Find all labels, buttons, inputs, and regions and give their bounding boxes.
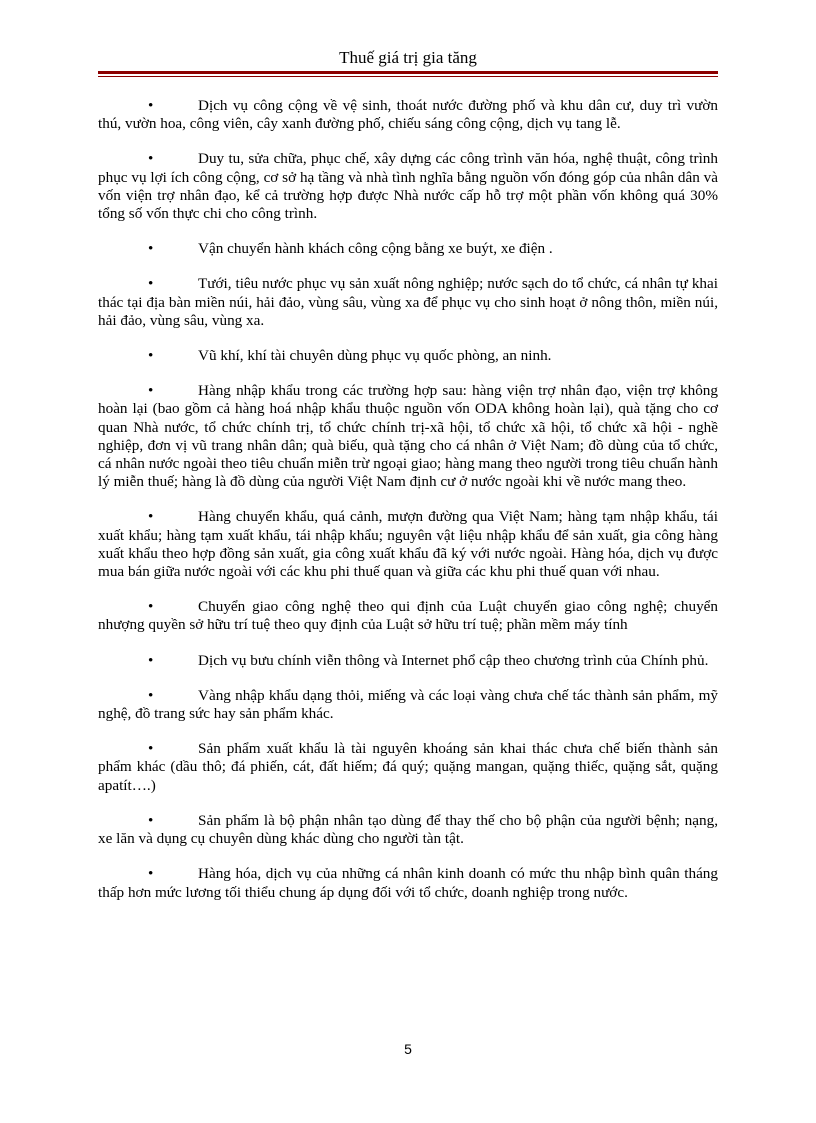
list-item-text: Hàng hóa, dịch vụ của những cá nhân kinh doanh có mức thu nhập bình quân tháng thấp hơn mức lương tối thiểu chung áp dụng đối với tổ chức, doanh nghiệp trong nước. (98, 865, 718, 901)
document-body (98, 97, 718, 919)
list-item-text: Dịch vụ bưu chính viễn thông và Internet phổ cập theo chương trình của Chính phủ. (198, 651, 709, 669)
header-rule-thin (98, 76, 718, 77)
page-number: 5 (404, 1041, 412, 1057)
list-item-text: Vận chuyển hành khách công cộng bằng xe buýt, xe điện . (198, 240, 553, 258)
list-item (98, 687, 718, 723)
bullet-icon: • (148, 347, 154, 365)
list-item-text: Vàng nhập khẩu dạng thỏi, miếng và các loại vàng chưa chế tác thành sản phẩm, mỹ nghệ, đồ trang sức hay sản phẩm khác. (98, 686, 718, 723)
bullet-icon: • (148, 598, 154, 616)
list-item (98, 652, 718, 670)
list-item (98, 740, 718, 795)
bullet-icon: • (148, 382, 154, 400)
bullet-icon: • (148, 651, 154, 669)
list-item-text: Sản phẩm xuất khẩu là tài nguyên khoáng sản khai thác chưa chế biến thành sản phẩm khác (dầu thô; đá phiến, cát, đất hiếm; đá quý; quặng mangan, quặng thiếc, quặng sắt, quặng apatít….) (98, 740, 718, 794)
list-item-text: Dịch vụ công cộng về vệ sinh, thoát nước đường phố và khu dân cư, duy trì vườn thú, vườn hoa, công viên, cây xanh đường phố, chiếu sáng công cộng, dịch vụ tang lễ. (98, 97, 718, 133)
list-item (98, 812, 718, 848)
list-item-text: Tưới, tiêu nước phục vụ sản xuất nông nghiệp; nước sạch do tổ chức, cá nhân tự khai thác tại địa bàn miền núi, hải đảo, vùng sâu, vùng xa để phục vụ cho sinh hoạt ở nông thôn, miền núi, hải đảo, vùng sâu, vùng xa. (98, 275, 718, 329)
bullet-icon: • (148, 740, 154, 758)
list-item-text: Sản phẩm là bộ phận nhân tạo dùng để thay thế cho bộ phận của người bệnh; nạng, xe lăn và dụng cụ chuyên dùng khác dùng cho người tàn tật. (98, 811, 718, 848)
list-item (98, 865, 718, 901)
bullet-icon: • (148, 811, 154, 829)
list-item (98, 97, 718, 133)
list-item-text: Vũ khí, khí tài chuyên dùng phục vụ quốc phòng, an ninh. (198, 347, 552, 365)
header-rule-thick (98, 71, 718, 74)
list-item (98, 347, 718, 365)
bullet-icon: • (148, 275, 154, 293)
bullet-icon: • (148, 240, 154, 258)
bullet-icon: • (148, 508, 154, 526)
list-item-text: Hàng chuyển khẩu, quá cảnh, mượn đường qua Việt Nam; hàng tạm nhập khẩu, tái xuất khẩu; hàng tạm xuất khẩu, tái nhập khẩu; nguyên vật liệu nhập khẩu để sản xuất, gia công hàng xuất khẩu theo hợp đồng sản xuất, gia công xuất khẩu đã ký với nước ngoài. Hàng hóa, dịch vụ được mua bán giữa nước ngoài với các khu phi thuế quan và giữa các khu phi thuế quan với nhau. (98, 508, 718, 581)
bullet-icon: • (148, 865, 154, 883)
list-item (98, 150, 718, 223)
list-item (98, 240, 718, 258)
bullet-icon: • (148, 686, 154, 704)
list-item-text: Hàng nhập khẩu trong các trường hợp sau: hàng viện trợ nhân đạo, viện trợ không hoàn lại (bao gồm cả hàng hoá nhập khẩu thuộc nguồn vốn ODA không hoàn lại), quà tặng cho cơ quan Nhà nước, tổ chức chính trị, tổ chức chính trị-xã hội, tổ chức xã hội, tổ chức xã hội - nghề nghiệp, đơn vị vũ trang nhân dân; quà biếu, quà tặng cho cá nhân ở Việt Nam; đồ dùng của tổ chức, cá nhân nước ngoài theo tiêu chuẩn miễn trừ ngoại giao; hàng mang theo người trong tiêu chuẩn hành lý miễn thuế; hàng là đồ dùng của người Việt Nam định cư ở nước ngoài khi về nước mang theo. (98, 382, 718, 491)
list-item (98, 508, 718, 581)
bullet-icon: • (148, 150, 154, 168)
page-header-title: Thuế giá trị gia tăng (339, 48, 477, 67)
list-item (98, 598, 718, 634)
list-item-text: Duy tu, sửa chữa, phục chế, xây dựng các công trình văn hóa, nghệ thuật, công trình phục vụ lợi ích công cộng, cơ sở hạ tầng và nhà tình nghĩa bằng nguồn vốn đóng góp của nhân dân và vốn viện trợ nhân đạo, kể cả trường hợp được Nhà nước cấp hỗ trợ một phần vốn không quá 30% tổng số vốn thực chi cho công trình. (98, 150, 718, 223)
list-item (98, 382, 718, 491)
list-item-text: Chuyển giao công nghệ theo qui định của Luật chuyển giao công nghệ; chuyển nhượng quyền sở hữu trí tuệ theo quy định của Luật sở hữu trí tuệ; phần mềm máy tính (98, 598, 718, 634)
list-item (98, 275, 718, 330)
bullet-icon: • (148, 97, 154, 114)
